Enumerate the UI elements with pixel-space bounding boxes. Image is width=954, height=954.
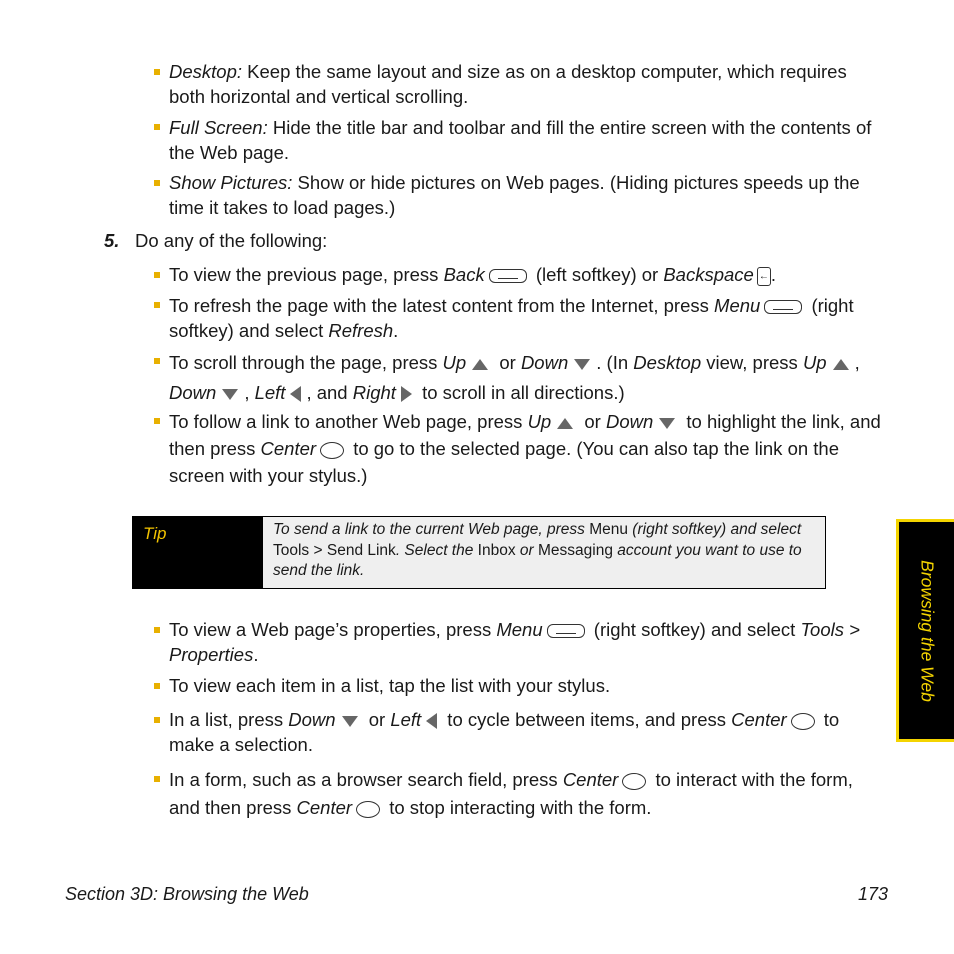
bullet-marker [154,272,160,278]
tip-box [132,516,826,589]
list-item [169,59,887,109]
bullet-marker [154,683,160,689]
down-arrow-icon [659,418,675,429]
list-item: In a list, press Down or Left to cycle between items, and press Center to make a selection. [169,709,840,755]
term-label: Full Screen: [169,117,268,138]
list-item: To refresh the page with the latest content from the Internet, press Menu (right softkey) and select Refresh. [169,295,854,341]
softkey-icon [764,300,802,314]
step-number: 5. [104,230,120,251]
list-item: In a form, such as a browser search field, press Center to interact with the form, and then press Center to stop interacting with the form. [169,769,853,818]
list-item [169,115,887,165]
item-text: Hide the title bar and toolbar and fill the entire screen with the contents of the Web page. [169,117,872,163]
term-label: Show Pictures: [169,172,293,193]
softkey-icon [547,624,585,638]
right-arrow-icon [401,386,412,402]
item-text: Keep the same layout and size as on a desktop computer, which requires both horizontal and vertical scrolling. [169,61,847,107]
down-arrow-icon [574,359,590,370]
footer-section: Section 3D: Browsing the Web [65,884,309,904]
chapter-tab [896,519,954,742]
bullet-marker [154,124,160,130]
bullet-marker [154,69,160,75]
backspace-icon: ← [757,267,771,286]
down-arrow-icon [342,716,358,727]
bullet-marker [154,418,160,424]
list-item: To view the previous page, press Back (left softkey) or Backspace ← . [169,264,776,285]
down-arrow-icon [222,389,238,400]
bullet-marker [154,717,160,723]
center-key-icon [791,713,815,730]
term-label: Desktop: [169,61,243,82]
tip-body: To send a link to the current Web page, press Menu (right softkey) and select Tools > Send Link. Select the Inbox or Messaging account you want to use to send the link. [263,517,825,588]
tip-label: Tip [133,517,263,588]
page-number: 173 [858,884,889,904]
softkey-icon [489,269,527,283]
up-arrow-icon [472,359,488,370]
up-arrow-icon [557,418,573,429]
bullet-marker [154,627,160,633]
center-key-icon [622,773,646,790]
center-key-icon [356,801,380,818]
step-text: Do any of the following: [135,230,328,251]
left-arrow-icon [426,713,437,729]
chapter-tab-label: Browsing the Web [917,559,937,702]
left-arrow-icon [290,386,301,402]
list-item: To view each item in a list, tap the list with your stylus. [169,675,611,696]
bullet-marker [154,776,160,782]
item-text: Show or hide pictures on Web pages. (Hiding pictures speeds up the time it takes to load pages.) [169,172,860,218]
list-item: To follow a link to another Web page, press Up or Down to highlight the link, and then press Center to go to the selected page. (You can also tap the link on the screen with your stylus.) [169,411,881,486]
center-key-icon [320,442,344,459]
bullet-marker [154,358,160,364]
up-arrow-icon [833,359,849,370]
bullet-marker [154,302,160,308]
list-item: To view a Web page’s properties, press Menu (right softkey) and select Tools > Properties. [169,619,860,665]
list-item: To scroll through the page, press Up or Down . (In Desktop view, press Up , Down , Left , and Right to scroll in all directions.) [169,352,860,403]
list-item [169,170,887,220]
bullet-marker [154,180,160,186]
